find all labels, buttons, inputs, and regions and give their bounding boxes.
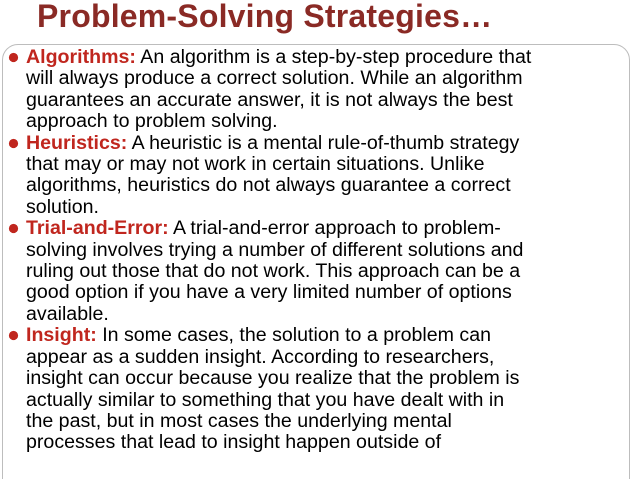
item-text: insight can occur because you realize that the problem is: [26, 367, 520, 390]
item-text: available.: [26, 302, 109, 325]
item-text: actually similar to something that you have dealt with in: [26, 388, 505, 411]
item-text: guarantees an accurate answer, it is not always the best: [26, 88, 513, 111]
item-text: the past, but in most cases the underlying mental: [26, 409, 452, 432]
item-first-line: [26, 218, 624, 239]
filled-circle-icon: [8, 223, 19, 234]
item-text: A heuristic is a mental rule-of-thumb strategy: [127, 131, 520, 154]
item-text: ruling out those that do not work. This approach can be a: [26, 260, 521, 283]
list-item-trial-and-error: [8, 218, 624, 325]
item-text: appear as a sudden insight. According to researchers,: [26, 345, 495, 368]
item-text: approach to problem solving.: [26, 110, 278, 133]
item-text: that may or may not work in certain situations. Unlike: [26, 153, 485, 176]
item-text: solution.: [26, 195, 99, 218]
item-first-line: [26, 133, 624, 154]
item-term: Heuristics:: [26, 131, 128, 154]
item-text: will always produce a correct solution. While an algorithm: [26, 67, 523, 90]
item-text: solving involves trying a number of different solutions and: [26, 238, 524, 261]
item-first-line: [26, 325, 624, 346]
item-text: processes that lead to insight happen outside of: [26, 431, 442, 454]
item-term: Insight:: [26, 324, 97, 347]
item-text: algorithms, heuristics do not always guarantee a correct: [26, 174, 511, 197]
bullet-list: [8, 47, 624, 454]
item-text: In some cases, the solution to a problem can: [96, 324, 492, 347]
list-item-heuristics: [8, 133, 624, 219]
filled-circle-icon: [8, 138, 19, 149]
item-first-line: [26, 47, 624, 68]
slide-title: Problem-Solving Strategies…: [37, 0, 493, 34]
item-text: good option if you have a very limited number of options: [26, 281, 512, 304]
item-term: Algorithms:: [26, 46, 136, 68]
item-text: A trial-and-error approach to problem-: [168, 217, 501, 240]
filled-circle-icon: [8, 52, 19, 63]
item-text: An algorithm is a step-by-step procedure that: [135, 46, 532, 68]
list-item-insight: [8, 325, 624, 453]
list-item-algorithms: [8, 47, 624, 133]
filled-circle-icon: [8, 330, 19, 341]
item-term: Trial-and-Error:: [26, 217, 169, 240]
